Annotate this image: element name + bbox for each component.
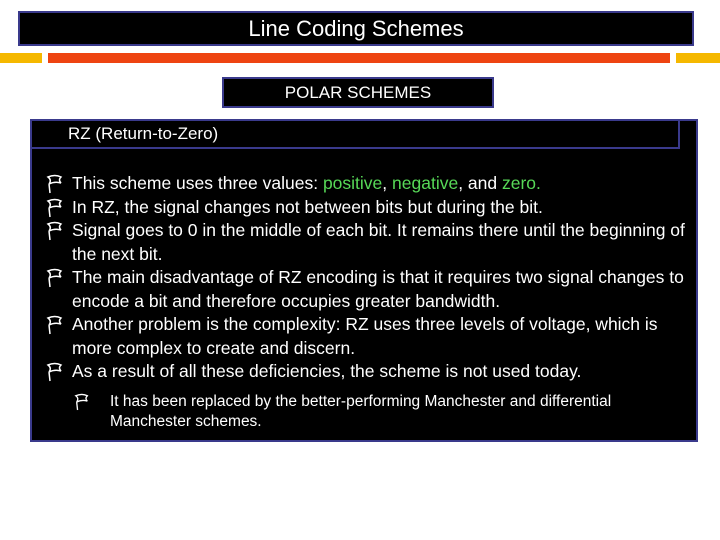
sub-bullet-text: It has been replaced by the better-performing Manchester and differential Manchester schemes. xyxy=(110,392,612,430)
slide-subtitle: POLAR SCHEMES xyxy=(222,77,494,108)
slide-title: Line Coding Schemes xyxy=(18,11,694,46)
bullet-item xyxy=(46,360,686,384)
section-heading: RZ (Return-to-Zero) xyxy=(30,119,680,149)
wingdings-bullet-icon xyxy=(46,314,64,336)
wingdings-bullet-icon xyxy=(74,392,90,412)
bullet-list xyxy=(46,172,686,432)
bullet-item xyxy=(46,219,686,266)
bullet-text: Signal goes to 0 in the middle of each bit. It remains there until the beginning of the next bit. xyxy=(72,220,685,264)
wingdings-bullet-icon xyxy=(46,267,64,289)
accent-bar-right xyxy=(676,53,720,63)
wingdings-bullet-icon xyxy=(46,197,64,219)
bullet-text: Another problem is the complexity: RZ uses three levels of voltage, which is more complex to create and discern. xyxy=(72,314,658,358)
sub-bullet-item xyxy=(74,392,686,432)
accent-bar-main xyxy=(48,53,670,63)
bullet-item xyxy=(46,172,686,196)
bullet-item xyxy=(46,266,686,313)
bullet-item xyxy=(46,196,686,220)
bullet-item xyxy=(46,313,686,360)
bullet-text: The main disadvantage of RZ encoding is that it requires two signal changes to encode a bit and therefore occupies greater bandwidth. xyxy=(72,267,684,311)
wingdings-bullet-icon xyxy=(46,361,64,383)
bullet-text: This scheme uses three values: positive, negative, and zero. xyxy=(72,173,541,193)
bullet-text: In RZ, the signal changes not between bits but during the bit. xyxy=(72,196,543,217)
accent-bar-left xyxy=(0,53,42,63)
wingdings-bullet-icon xyxy=(46,220,64,242)
wingdings-bullet-icon xyxy=(46,173,64,195)
bullet-text: As a result of all these deficiencies, the scheme is not used today. xyxy=(72,361,582,381)
